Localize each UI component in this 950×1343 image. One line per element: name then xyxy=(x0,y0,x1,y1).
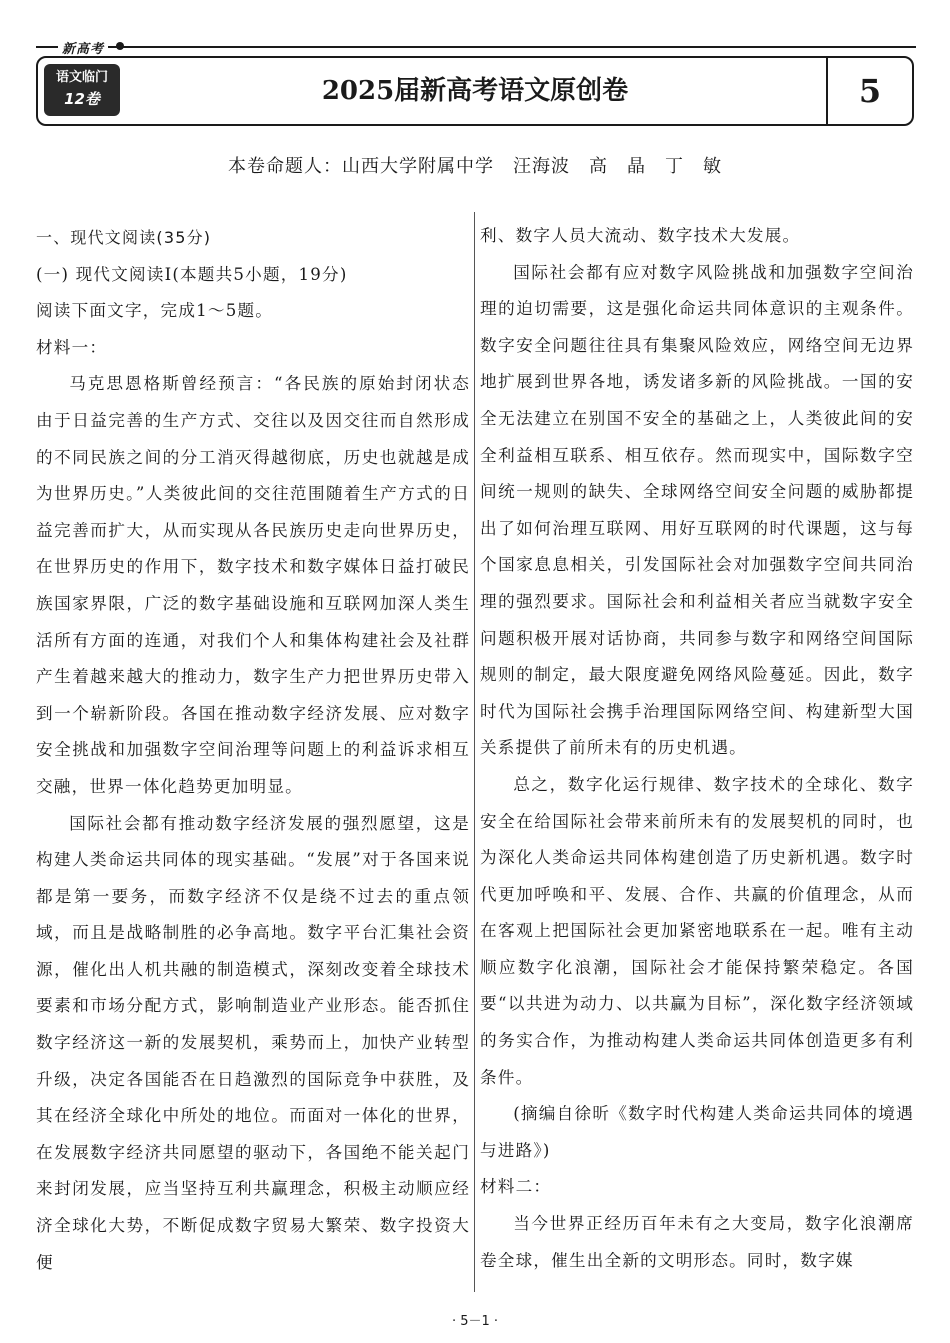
paragraph: 国际社会都有推动数字经济发展的强烈愿望，这是构建人类命运共同体的现实基础。“发展”对于各国来说都是第一要务，而数字经济不仅是绕不过去的重点领域，而且是战略制胜的必争高地。数字平台汇集社会资源，催化出人机共融的制造模式，深刻改变着全球技术要素和市场分配方式，影响制造业产业形态。能否抓住数字经济这一新的发展契机，乘势而上，加快产业转型升级，决定各国能否在日趋激烈的国际竞争中获胜，及其在经济全球化中所处的地位。而面对一体化的世界，在发展数字经济共同愿望的驱动下，各国绝不能关起门来封闭发展，应当坚持互利共赢理念，积极主动顺应经济全球化大势，不断促成数字贸易大繁荣、数字投资大便 xyxy=(36,813,470,1272)
left-column xyxy=(36,220,470,1281)
paragraph: 总之，数字化运行规律、数字技术的全球化、数字安全在给国际社会带来前所未有的发展契机的同时，也为深化人类命运共同体构建创造了历史新机遇。数字时代更加呼唤和平、发展、合作、共赢的价值理念，从而在客观上把国际社会更加紧密地联系在一起。唯有主动顺应数字化浪潮，国际社会才能保持繁荣稳定。各国要“以共进为动力、以共赢为目标”，深化数字经济领域的务实合作，为推动构建人类命运共同体创造更多有利条件。 xyxy=(480,774,914,1087)
section-title: 一、现代文阅读(35分) xyxy=(36,228,212,247)
paper-number: 5 xyxy=(858,72,882,110)
header-dot-ornament xyxy=(116,42,124,50)
badge-line-1: 语文临门 xyxy=(55,70,108,85)
paragraph-continuation: 利、数字人员大流动、数字技术大发展。 xyxy=(480,226,801,245)
exam-title: 2025届新高考语文原创卷 xyxy=(321,76,629,106)
instruction: 阅读下面文字，完成1～5题。 xyxy=(36,301,274,321)
badge-line-2: 12卷 xyxy=(64,90,100,108)
column-divider xyxy=(474,212,475,1292)
material-2-label: 材料二： xyxy=(480,1177,552,1197)
series-badge xyxy=(44,64,120,116)
brand-logo-text: 新高考 xyxy=(58,38,108,57)
material-1-label: 材料一： xyxy=(36,337,108,357)
paragraph: 当今世界正经历百年未有之大变局，数字化浪潮席卷全球，催生出全新的文明形态。同时，数字媒 xyxy=(480,1214,914,1270)
header-rule xyxy=(36,46,916,48)
page-number: · 5－1 · xyxy=(451,1314,499,1329)
authors-line: 本卷命题人：山西大学附属中学 汪海波 高 晶 丁 敏 xyxy=(228,156,722,177)
paragraph: 国际社会都有应对数字风险挑战和加强数字空间治理的迫切需要，这是强化命运共同体意识的主观条件。数字安全问题往往具有集聚风险效应，网络空间无边界地扩展到世界各地，诱发诸多新的风险挑战。一国的安全无法建立在别国不安全的基础之上，人类彼此间的安全利益相互联系、相互依存。然而现实中，国际数字空间统一规则的缺失、全球网络空间安全问题的威胁都提出了如何治理互联网、用好互联网的时代课题，这与每个国家息息相关，引发国际社会对加强数字空间共同治理的强烈要求。国际社会和利益相关者应当就数字安全问题积极开展对话协商，共同参与数字和网络空间国际规则的制定，最大限度避免网络风险蔓延。因此，数字时代为国际社会携手治理国际网络空间、构建新型大国关系提供了前所未有的历史机遇。 xyxy=(480,262,914,758)
subsection-title: (一) 现代文阅读Ⅰ(本题共5小题，19分) xyxy=(36,264,348,284)
source-citation: (摘编自徐昕《数字时代构建人类命运共同体的境遇与进路》) xyxy=(480,1104,914,1160)
right-column xyxy=(480,218,914,1279)
paragraph: 马克思恩格斯曾经预言：“各民族的原始封闭状态由于日益完善的生产方式、交往以及因交往而自然形成的不同民族之间的分工消灭得越彻底，历史也就越是成为世界历史。”人类彼此间的交往范围随着生产方式的日益完善而扩大，从而实现从各民族历史走向世界历史，在世界历史的作用下，数字技术和数字媒体日益打破民族国家界限，广泛的数字基础设施和互联网加深人类生活所有方面的连通，对我们个人和集体构建社会及社群产生着越来越大的推动力，数字生产力把世界历史带入到一个崭新阶段。各国在推动数字经济发展、应对数字安全挑战和加强数字空间治理等问题上的利益诉求相互交融，世界一体化趋势更加明显。 xyxy=(36,374,470,796)
